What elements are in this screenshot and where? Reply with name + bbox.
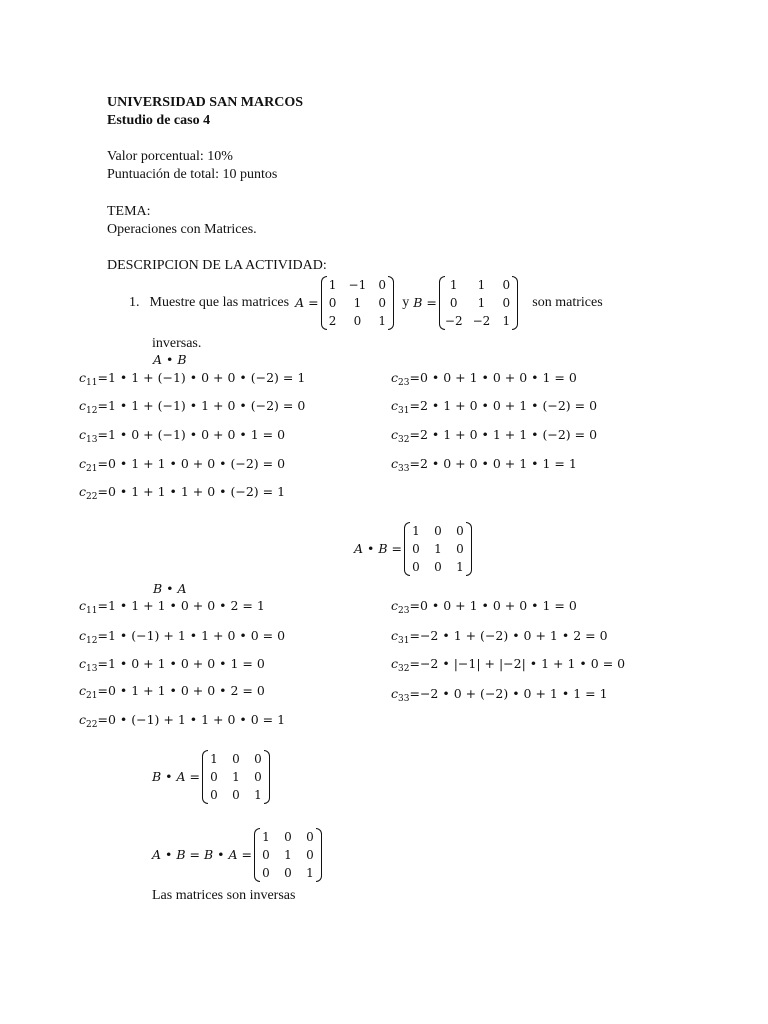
- percentage-value: Valor porcentual: 10%: [107, 149, 233, 164]
- ab-result-matrix: 1 0 0 0 1 0 0 0 1: [404, 522, 472, 576]
- question-continuation: inversas.: [152, 336, 202, 351]
- topic-label: TEMA:: [107, 204, 151, 219]
- total-score: Puntuación de total: 10 puntos: [107, 167, 278, 182]
- ab-right-row: $c_{32}=2$ • 1 + 0 • 1 + 1 • (−2) = 0: [391, 427, 598, 445]
- conclusion: Las matrices son inversas: [152, 888, 296, 903]
- item-number: 1.: [129, 295, 140, 310]
- question-connector: y: [402, 295, 410, 310]
- ba-result-label: B • A =: [152, 769, 200, 784]
- ba-left-row: $c_{13}=1$ • 0 + 1 • 0 + 0 • 1 = 0: [79, 656, 265, 674]
- matrix-b: 1 1 0 0 1 0 −2 −2 1: [439, 276, 518, 330]
- activity-label: DESCRIPCION DE LA ACTIVIDAD:: [107, 258, 327, 273]
- ab-left-row: $c_{13}=1$ • 0 + (−1) • 0 + 0 • 1 = 0: [79, 427, 286, 445]
- matrix-a-label: A =: [295, 295, 319, 310]
- ab-right-row: $c_{23}=0$ • 0 + 1 • 0 + 0 • 1 = 0: [391, 370, 577, 388]
- university-title: UNIVERSIDAD SAN MARCOS: [107, 95, 304, 110]
- question-text-after: son matrices: [532, 295, 603, 310]
- ba-right-row: $c_{23}=0$ • 0 + 1 • 0 + 0 • 1 = 0: [391, 598, 577, 616]
- final-matrix: 1 0 0 0 1 0 0 0 1: [254, 828, 322, 882]
- question-1: [129, 276, 603, 330]
- final-label: A • B = B • A =: [152, 847, 252, 862]
- ab-left-row: $c_{21}=0$ • 1 + 1 • 0 + 0 • (−2) = 0: [79, 456, 286, 474]
- ab-right-row: $c_{31}=2$ • 1 + 0 • 0 + 1 • (−2) = 0: [391, 398, 598, 416]
- case-title: Estudio de caso 4: [107, 113, 211, 128]
- ba-right-row: $c_{33}=-2$ • 0 + (−2) • 0 + 1 • 1 = 1: [391, 686, 608, 704]
- ab-heading: A • B: [153, 352, 187, 367]
- ab-left-row: $c_{11}=1$ • 1 + (−1) • 0 + 0 • (−2) = 1: [79, 370, 306, 388]
- ba-left-row: $c_{11}=1$ • 1 + 1 • 0 + 0 • 2 = 1: [79, 598, 265, 616]
- ba-result: [152, 750, 270, 804]
- topic-value: Operaciones con Matrices.: [107, 222, 257, 237]
- ba-left-row: $c_{22}=0$ • (−1) + 1 • 1 + 0 • 0 = 1: [79, 712, 286, 730]
- ba-left-row: $c_{12}=1$ • (−1) + 1 • 1 + 0 • 0 = 0: [79, 628, 286, 646]
- final-equality: [152, 828, 322, 882]
- matrix-b-label: B =: [413, 295, 437, 310]
- ab-left-row: $c_{12}=1$ • 1 + (−1) • 1 + 0 • (−2) = 0: [79, 398, 306, 416]
- ab-right-row: $c_{33}=2$ • 0 + 0 • 0 + 1 • 1 = 1: [391, 456, 577, 474]
- question-text-before: Muestre que las matrices: [149, 295, 290, 310]
- matrix-a: 1 −1 0 0 1 0 2 0 1: [321, 276, 395, 330]
- ab-result-label: A • B =: [354, 541, 402, 556]
- ba-result-matrix: 1 0 0 0 1 0 0 0 1: [202, 750, 270, 804]
- ba-heading: B • A: [153, 581, 187, 596]
- ba-left-row: $c_{21}=0$ • 1 + 1 • 0 + 0 • 2 = 0: [79, 683, 265, 701]
- ab-left-row: $c_{22}=0$ • 1 + 1 • 1 + 0 • (−2) = 1: [79, 484, 286, 502]
- ab-result: [354, 522, 472, 576]
- ba-right-row: $c_{32}=-2$ • |−1| + |−2| • 1 + 1 • 0 = 0: [391, 656, 626, 674]
- ba-right-row: $c_{31}=-2$ • 1 + (−2) • 0 + 1 • 2 = 0: [391, 628, 608, 646]
